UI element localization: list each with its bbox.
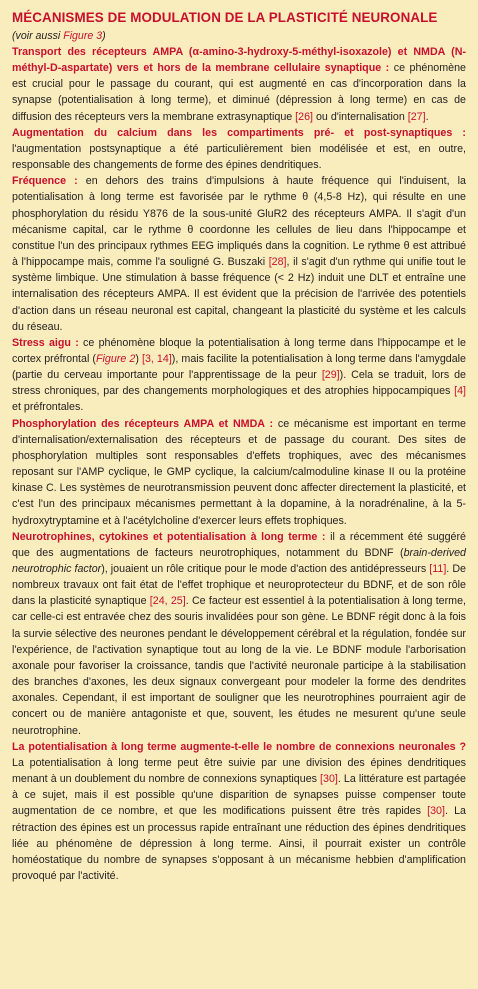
paragraph-heading: Neurotrophines, cytokines et potentialisation à long terme : xyxy=(12,530,326,543)
citation[interactable]: [27] xyxy=(407,110,426,123)
citation[interactable]: [29] xyxy=(321,369,340,382)
paragraph-calcium xyxy=(12,125,466,173)
body-text: . De nombreux travaux ont fait état de l'effet trophique et neuroprotecteur du BDNF, et de son rôle dans la plasticité synaptique xyxy=(12,563,466,608)
citation[interactable]: [24, 25] xyxy=(149,595,186,608)
citation[interactable]: [3, 14] xyxy=(141,352,172,365)
body-text: en dehors des trains d'impulsions à haute fréquence qui l'induisent, la potentialisation à long terme est favorisée par le rythme θ (4,5-8 Hz), qui résulte en une phosphorylation du résidu Y876 de la sous-unité GluR2 des récepteurs AMPA. Il s'agit d'un mécanisme capital, car le rythme θ coordonne les cellules de lieu dans l'hippocampe et constitue l'un des principaux rythmes EEG impliqués dans la cognition. Le rythme θ est attribué à l'hippocampe mais, comme l'a souligné G. Buszaki xyxy=(12,175,467,269)
citation[interactable]: [26] xyxy=(295,110,313,123)
body-text: La potentialisation à long terme peut être suivie par une division des épines dendritiques menant à un doublement du nombre de connexions synaptiques xyxy=(12,756,466,786)
body-text: . La rétraction des épines est un processus rapide entraînant une réduction des épines dendritiques liée au phénomène de dépression à long terme. Ainsi, il pourrait exister un contrôle homéostatique du nombre de synapses s'opposant à un mécanisme hebbien d'amplification provoqué par l'activité. xyxy=(12,805,467,882)
body-text: ou d'internalisation xyxy=(313,110,408,123)
citation[interactable]: [4] xyxy=(454,385,466,398)
see-also-prefix: (voir aussi xyxy=(12,30,64,42)
see-also-suffix: ) xyxy=(102,30,106,42)
paragraph-stress xyxy=(12,335,466,416)
paragraph-body xyxy=(12,418,466,527)
paragraph-heading: Augmentation du calcium dans les compartiments pré- et post-synaptiques : xyxy=(12,126,466,139)
body-text: il a récemment été suggéré que des augmentations de facteurs neurotrophiques, notamment du BDNF ( xyxy=(12,530,466,559)
body-text: . xyxy=(425,110,429,123)
italic-term: brain-derived neurotrophic factor xyxy=(12,546,466,575)
paragraph-transport xyxy=(12,44,466,125)
paragraph-frequence xyxy=(12,173,466,335)
figure-reference[interactable]: Figure 3 xyxy=(63,30,103,42)
paragraph-body xyxy=(12,757,466,882)
body-text: l'augmentation postsynaptique a été particulièrement bien modélisée et est, en outre, responsable des changements de forme des épines dendritiques. xyxy=(12,142,466,172)
body-text: ) xyxy=(135,352,142,365)
body-text: ), mais facilite la potentialisation à long terme dans l'amygdale (partie du cerveau importante pour l'apprentissage de la peur xyxy=(12,352,466,382)
body-text: ce phénomène est crucial pour le passage du courant, qui est augmenté en cas d'incorporation dans la synapse (potentialisation à long terme), et diminué (dépression à long terme) en cas de diffusion des récepteurs vers la membrane extrasynaptique xyxy=(12,62,466,123)
citation[interactable]: [30] xyxy=(320,773,338,786)
paragraph-heading: La potentialisation à long terme augmente-t-elle le nombre de connexions neuronales ? xyxy=(12,740,466,753)
paragraph-connexions xyxy=(12,739,466,884)
body-text: et préfrontales. xyxy=(12,401,84,414)
paragraph-body xyxy=(12,143,466,171)
paragraph-body xyxy=(12,531,466,737)
body-text: ). Cela se traduit, lors de stress chroniques, par des changements morphologiques et des atrophies hippocampiques xyxy=(12,369,466,398)
paragraph-body xyxy=(12,337,466,414)
body-text: ), jouaient un rôle critique pour le mode d'action des antidépresseurs xyxy=(101,563,430,575)
body-text: , il s'agit d'un rythme qui unifie tout le système limbique. Une stimulation à basse fréquence (< 2 Hz) induit une DLT et entraîne une internalisation des récepteurs AMPA. Il est évident que la précision de l'arrivée des potentiels d'action dans un réseau neuronal est capital, changeant la plasticité du système et les calculs du réseau. xyxy=(12,256,466,333)
paragraph-heading: Transport des récepteurs AMPA (α-amino-3-hydroxy-5-méthyl-isoxazole) et NMDA (N-méthyl-D-aspartate) vers et hors de la membrane cellulaire synaptique : xyxy=(12,46,466,75)
paragraph-heading: Fréquence : xyxy=(12,175,78,188)
body-text: ce mécanisme est important en terme d'internalisation/externalisation des récepteurs et de passage du courant. Des sites de phosphorylation multiples sont responsables d'effets trophiques, avec des mécanismes reposant sur l'AMP cyclique, le GMP cyclique, la calcium/calmoduline kinase II ou la protéine kinase C. Les systèmes de neurotransmission peuvent donc affecter directement la plasticité, et c'est l'un des principaux mécanismes permettant à la dopamine, à la noradrénaline, à la 5-hydroxytryptamine et à l'acétylcholine d'exercer leurs effets trophiques. xyxy=(12,417,466,527)
box-title: MÉCANISMES DE MODULATION DE LA PLASTICITÉ NEURONALE xyxy=(12,10,438,25)
citation[interactable]: [30] xyxy=(427,805,445,818)
figure-reference[interactable]: Figure 2 xyxy=(95,352,136,365)
body-text: . La littérature est partagée à ce sujet, mais il est possible qu'une disparition de synapses puisse compenser toute augmentation de ce nombre, et que les modifications puissent être très rapides xyxy=(12,773,466,818)
paragraph-heading: Phosphorylation des récepteurs AMPA et NMDA : xyxy=(12,417,274,430)
citation[interactable]: [28] xyxy=(268,256,287,269)
paragraph-body xyxy=(12,175,466,332)
body-text: . Ce facteur est essentiel à la potentialisation à long terme, car celle-ci est entravée chez des souris invalidées pour son gène. Le BDNF régit donc à la fois la survie sélective des neurones pendant le développement cérébral et la régulation, fondée sur l'expérience, de l'activation synaptique tout au long de la vie. Le BDNF module l'arborisation axonale pour favoriser la croissance, tandis que l'activité neuronale participe à la stabilisation des branches d'axones, les deux signaux convergeant pour modeler la forme des dendrites axonales. Cependant, il est important de souligner que les neurotrophines pourraient agir de concert ou de manière antagoniste et que, souvent, les études ne mesurent qu'une seule neurotrophine. xyxy=(12,595,466,737)
paragraph-neurotrophines xyxy=(12,529,466,739)
paragraph-phosphorylation xyxy=(12,416,466,529)
body-text: ce phénomène bloque la potentialisation à long terme dans l'hippocampe et le cortex préfrontal ( xyxy=(12,336,466,365)
see-also-note xyxy=(12,28,466,44)
citation[interactable]: [11] xyxy=(429,563,447,575)
paragraph-heading: Stress aigu : xyxy=(12,336,79,349)
